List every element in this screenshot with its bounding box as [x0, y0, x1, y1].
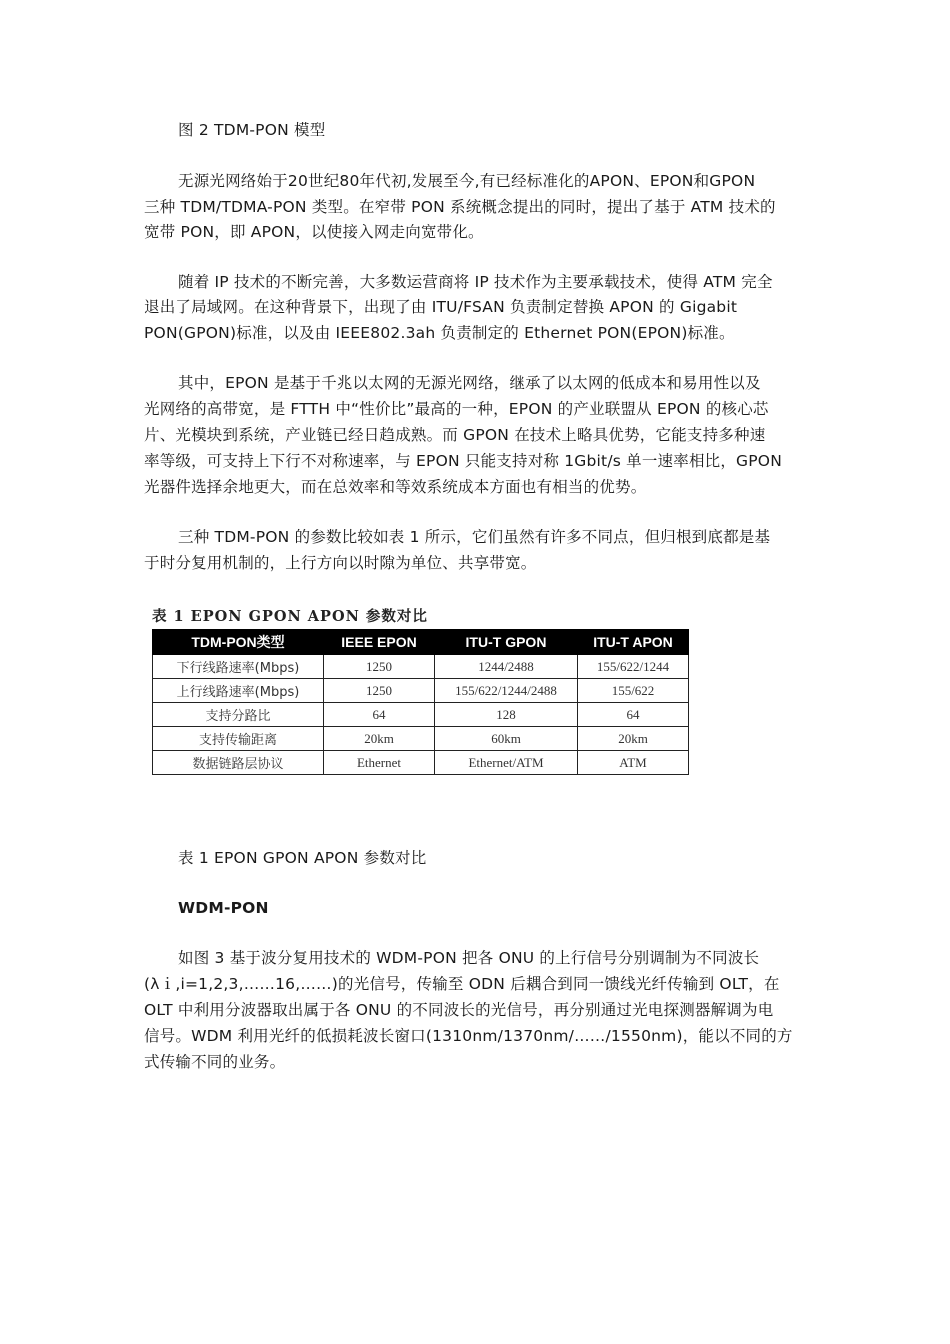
table-cell: 1244/2488 — [435, 655, 578, 679]
table-cell: 20km — [324, 727, 435, 751]
para5-line1: 如图 3 基于波分复用技术的 WDM-PON 把各 ONU 的上行信号分别调制为不同波长 — [178, 949, 760, 967]
para2-line1: 随着 IP 技术的不断完善，大多数运营商将 IP 技术作为主要承载技术，使得 ATM 完全 — [178, 273, 773, 291]
para1-line2: 三种 TDM/TDMA-PON 类型。在窄带 PON 系统概念提出的同时，提出了基于 ATM 技术的 — [144, 198, 776, 216]
figure-2-caption: 图 2 TDM-PON 模型 — [178, 121, 326, 139]
para4-line2: 于时分复用机制的，上行方向以时隙为单位、共享带宽。 — [144, 554, 537, 572]
table-row — [153, 703, 689, 727]
table-cell: 1250 — [324, 679, 435, 703]
para4-line1: 三种 TDM-PON 的参数比较如表 1 所示，它们虽然有许多不同点，但归根到底都是基 — [178, 528, 771, 546]
para5-line4: 信号。WDM 利用光纤的低损耗波长窗口(1310nm/1370nm/……/1550nm)，能以不同的方 — [144, 1027, 793, 1045]
parameter-table-image — [148, 605, 696, 785]
para2-line2: 退出了局域网。在这种背景下，出现了由 ITU/FSAN 负责制定替换 APON 的 Gigabit — [144, 298, 738, 316]
table-cell: Ethernet — [324, 751, 435, 775]
para2-line3: PON(GPON)标准，以及由 IEEE802.3ah 负责制定的 Ethernet PON(EPON)标准。 — [144, 324, 735, 342]
row-label-cell: 支持分路比 — [153, 703, 324, 727]
row-label-cell: 上行线路速率(Mbps) — [153, 679, 324, 703]
table-cell: 60km — [435, 727, 578, 751]
table-image-caption: 表 1 EPON GPON APON 参数对比 — [152, 608, 428, 625]
table-row — [153, 727, 689, 751]
header-cell: ITU-T GPON — [435, 630, 578, 655]
table-cell: Ethernet/ATM — [435, 751, 578, 775]
table-cell: 1250 — [324, 655, 435, 679]
para1-line1: 无源光网络始于20世纪80年代初,发展至今,有已经标准化的APON、EPON和GPON — [178, 172, 756, 190]
table-1-caption: 表 1 EPON GPON APON 参数对比 — [178, 849, 427, 867]
header-cell: ITU-T APON — [578, 630, 689, 655]
para3-line4: 率等级，可支持上下行不对称速率，与 EPON 只能支持对称 1Gbit/s 单一速率相比，GPON — [144, 452, 782, 470]
table-row — [153, 751, 689, 775]
table-cell: 155/622 — [578, 679, 689, 703]
row-label-cell: 支持传输距离 — [153, 727, 324, 751]
row-label-cell: 下行线路速率(Mbps) — [153, 655, 324, 679]
header-cell: TDM-PON类型 — [153, 630, 324, 655]
table-row — [153, 679, 689, 703]
table-row — [153, 655, 689, 679]
table-cell: 64 — [324, 703, 435, 727]
para1-line3: 宽带 PON，即 APON，以使接入网走向宽带化。 — [144, 223, 484, 241]
para3-line2: 光网络的高带宽，是 FTTH 中“性价比”最高的一种，EPON 的产业联盟从 EPON 的核心芯 — [144, 400, 769, 418]
para3-line3: 片、光模块到系统，产业链已经日趋成熟。而 GPON 在技术上略具优势，它能支持多种速 — [144, 426, 766, 444]
para5-line5: 式传输不同的业务。 — [144, 1053, 286, 1071]
para5-line3: OLT 中利用分波器取出属于各 ONU 的不同波长的光信号，再分别通过光电探测器解调为电 — [144, 1001, 774, 1019]
parameter-table — [152, 629, 689, 775]
table-cell: 155/622/1244/2488 — [435, 679, 578, 703]
row-label-cell: 数据链路层协议 — [153, 751, 324, 775]
table-cell: ATM — [578, 751, 689, 775]
table-cell: 20km — [578, 727, 689, 751]
section-heading-wdm-pon: WDM-PON — [178, 899, 269, 917]
table-cell: 64 — [578, 703, 689, 727]
table-cell: 128 — [435, 703, 578, 727]
para3-line1: 其中，EPON 是基于千兆以太网的无源光网络，继承了以太网的低成本和易用性以及 — [178, 374, 761, 392]
table-header-row — [153, 630, 689, 655]
table-cell: 155/622/1244 — [578, 655, 689, 679]
header-cell: IEEE EPON — [324, 630, 435, 655]
para3-line5: 光器件选择余地更大，而在总效率和等效系统成本方面也有相当的优势。 — [144, 478, 647, 496]
para5-line2: (λｉ,i=1,2,3,……16,……)的光信号，传输至 ODN 后耦合到同一馈线光纤传输到 OLT，在 — [144, 975, 780, 993]
